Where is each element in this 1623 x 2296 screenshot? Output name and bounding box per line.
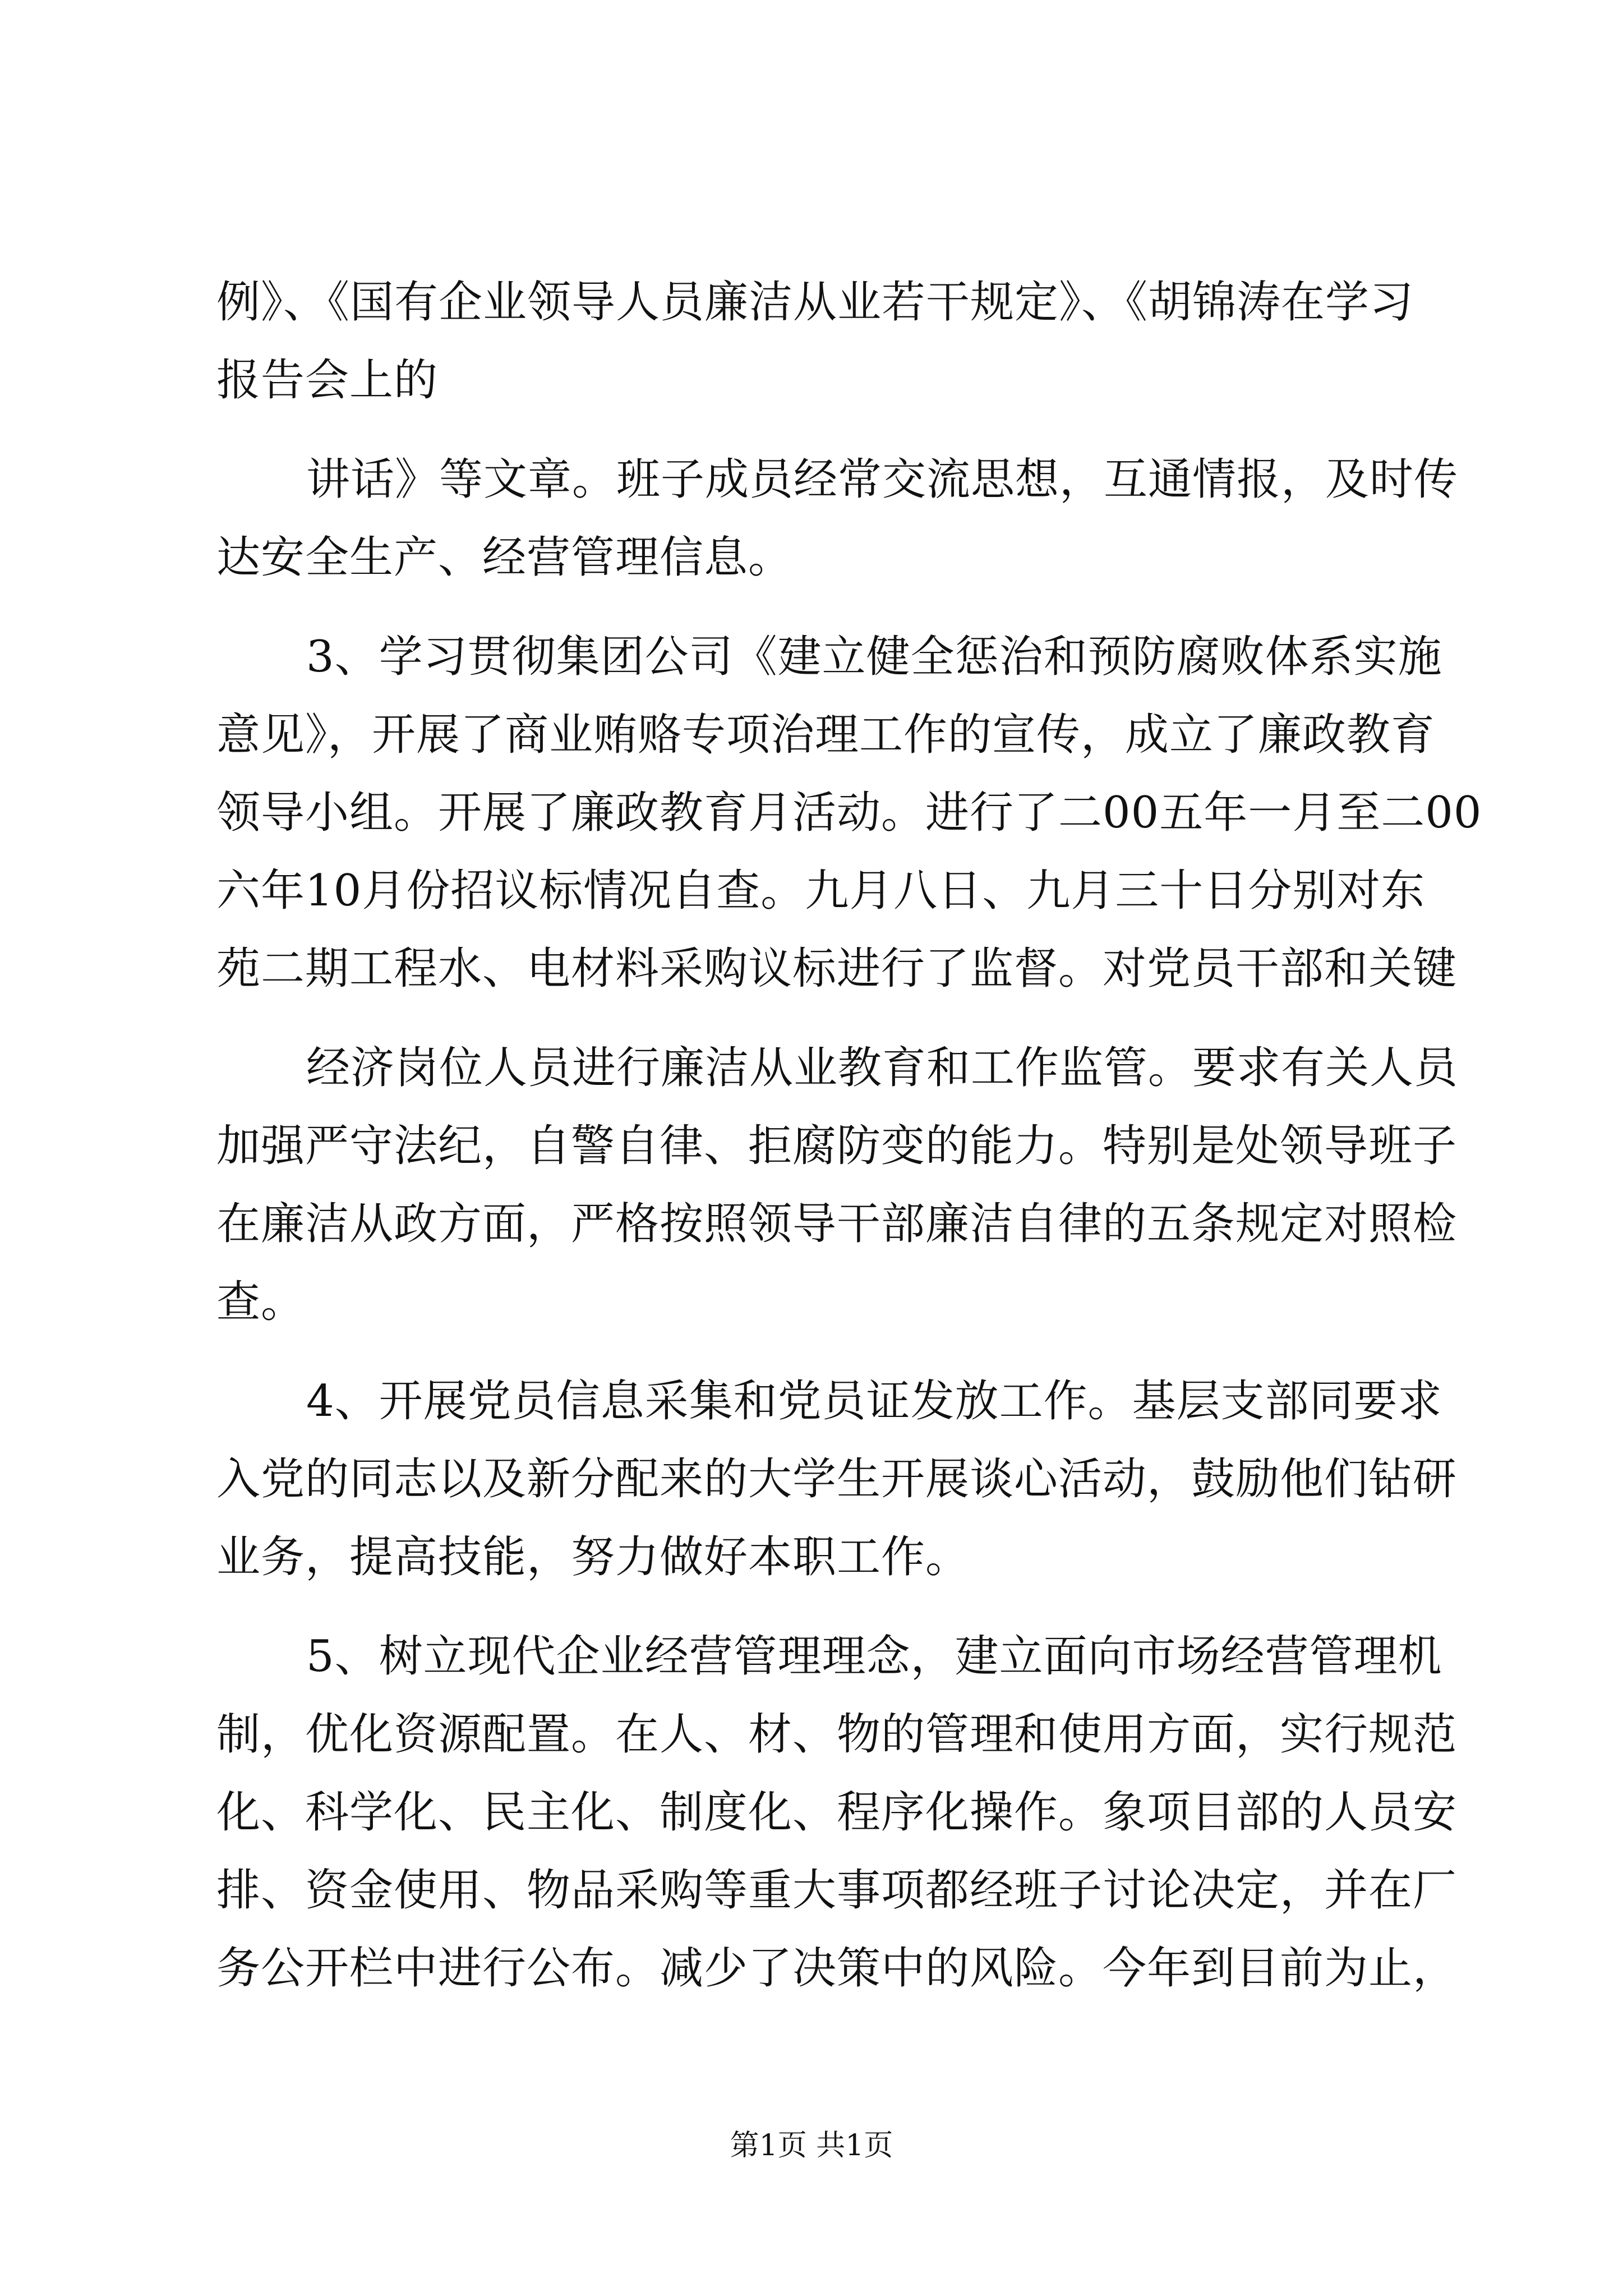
text-line: 例》、《国有企业领导人员廉洁从业若干规定》、《胡锦涛在学习: [216, 277, 1414, 328]
text-line: 化、科学化、民主化、制度化、程序化操作。象项目部的人员安: [216, 1787, 1458, 1838]
text-line: 4、开展党员信息采集和党员证发放工作。基层支部同要求: [306, 1376, 1442, 1427]
page-number: 第1页 共1页: [730, 2129, 893, 2162]
text-line: 六年10月份招议标情况自查。九月八日、九月三十日分别对东: [216, 866, 1426, 916]
text-line: 苑二期工程水、电材料采购议标进行了监督。对党员干部和关键: [216, 944, 1458, 994]
paragraph-gap: [216, 1596, 1450, 1618]
document-body: [216, 264, 1482, 2008]
paragraph-gap: [216, 597, 1450, 618]
text-line: 领导小组。开展了廉政教育月活动。进行了二00五年一月至二00: [216, 788, 1482, 838]
paragraph-gap: [216, 1008, 1450, 1029]
text-line: 讲话》等文章。班子成员经常交流思想，互通情报，及时传: [306, 454, 1459, 505]
text-line: 在廉洁从政方面，严格按照领导干部廉洁自律的五条规定对照检: [216, 1199, 1458, 1249]
text-line: 制，优化资源配置。在人、材、物的管理和使用方面，实行规范: [216, 1709, 1458, 1760]
text-line: 经济岗位人员进行廉洁从业教育和工作监管。要求有关人员: [306, 1043, 1459, 1093]
text-line: 加强严守法纪，自警自律、拒腐防变的能力。特别是处领导班子: [216, 1121, 1458, 1171]
text-line: 务公开栏中进行公布。减少了决策中的风险。今年到目前为止，: [216, 1943, 1458, 1994]
text-line: 达安全生产、经营管理信息。: [216, 532, 793, 583]
page-footer: [0, 2126, 1623, 2165]
text-line: 报告会上的: [216, 355, 439, 406]
text-line: 排、资金使用、物品采购等重大事项都经班子讨论决定，并在厂: [216, 1865, 1458, 1916]
paragraph-gap: [216, 420, 1450, 441]
text-line: 业务，提高技能，努力做好本职工作。: [216, 1532, 970, 1582]
paragraph-gap: [216, 1341, 1450, 1363]
text-line: 5、树立现代企业经营管理理念，建立面向市场经营管理机: [306, 1631, 1442, 1682]
text-line: 意见》，开展了商业贿赂专项治理工作的宣传，成立了廉政教育: [216, 710, 1436, 760]
text-line: 查。: [216, 1277, 306, 1327]
text-line: 3、学习贯彻集团公司《建立健全惩治和预防腐败体系实施: [306, 632, 1442, 682]
text-line: 入党的同志以及新分配来的大学生开展谈心活动，鼓励他们钻研: [216, 1454, 1458, 1504]
